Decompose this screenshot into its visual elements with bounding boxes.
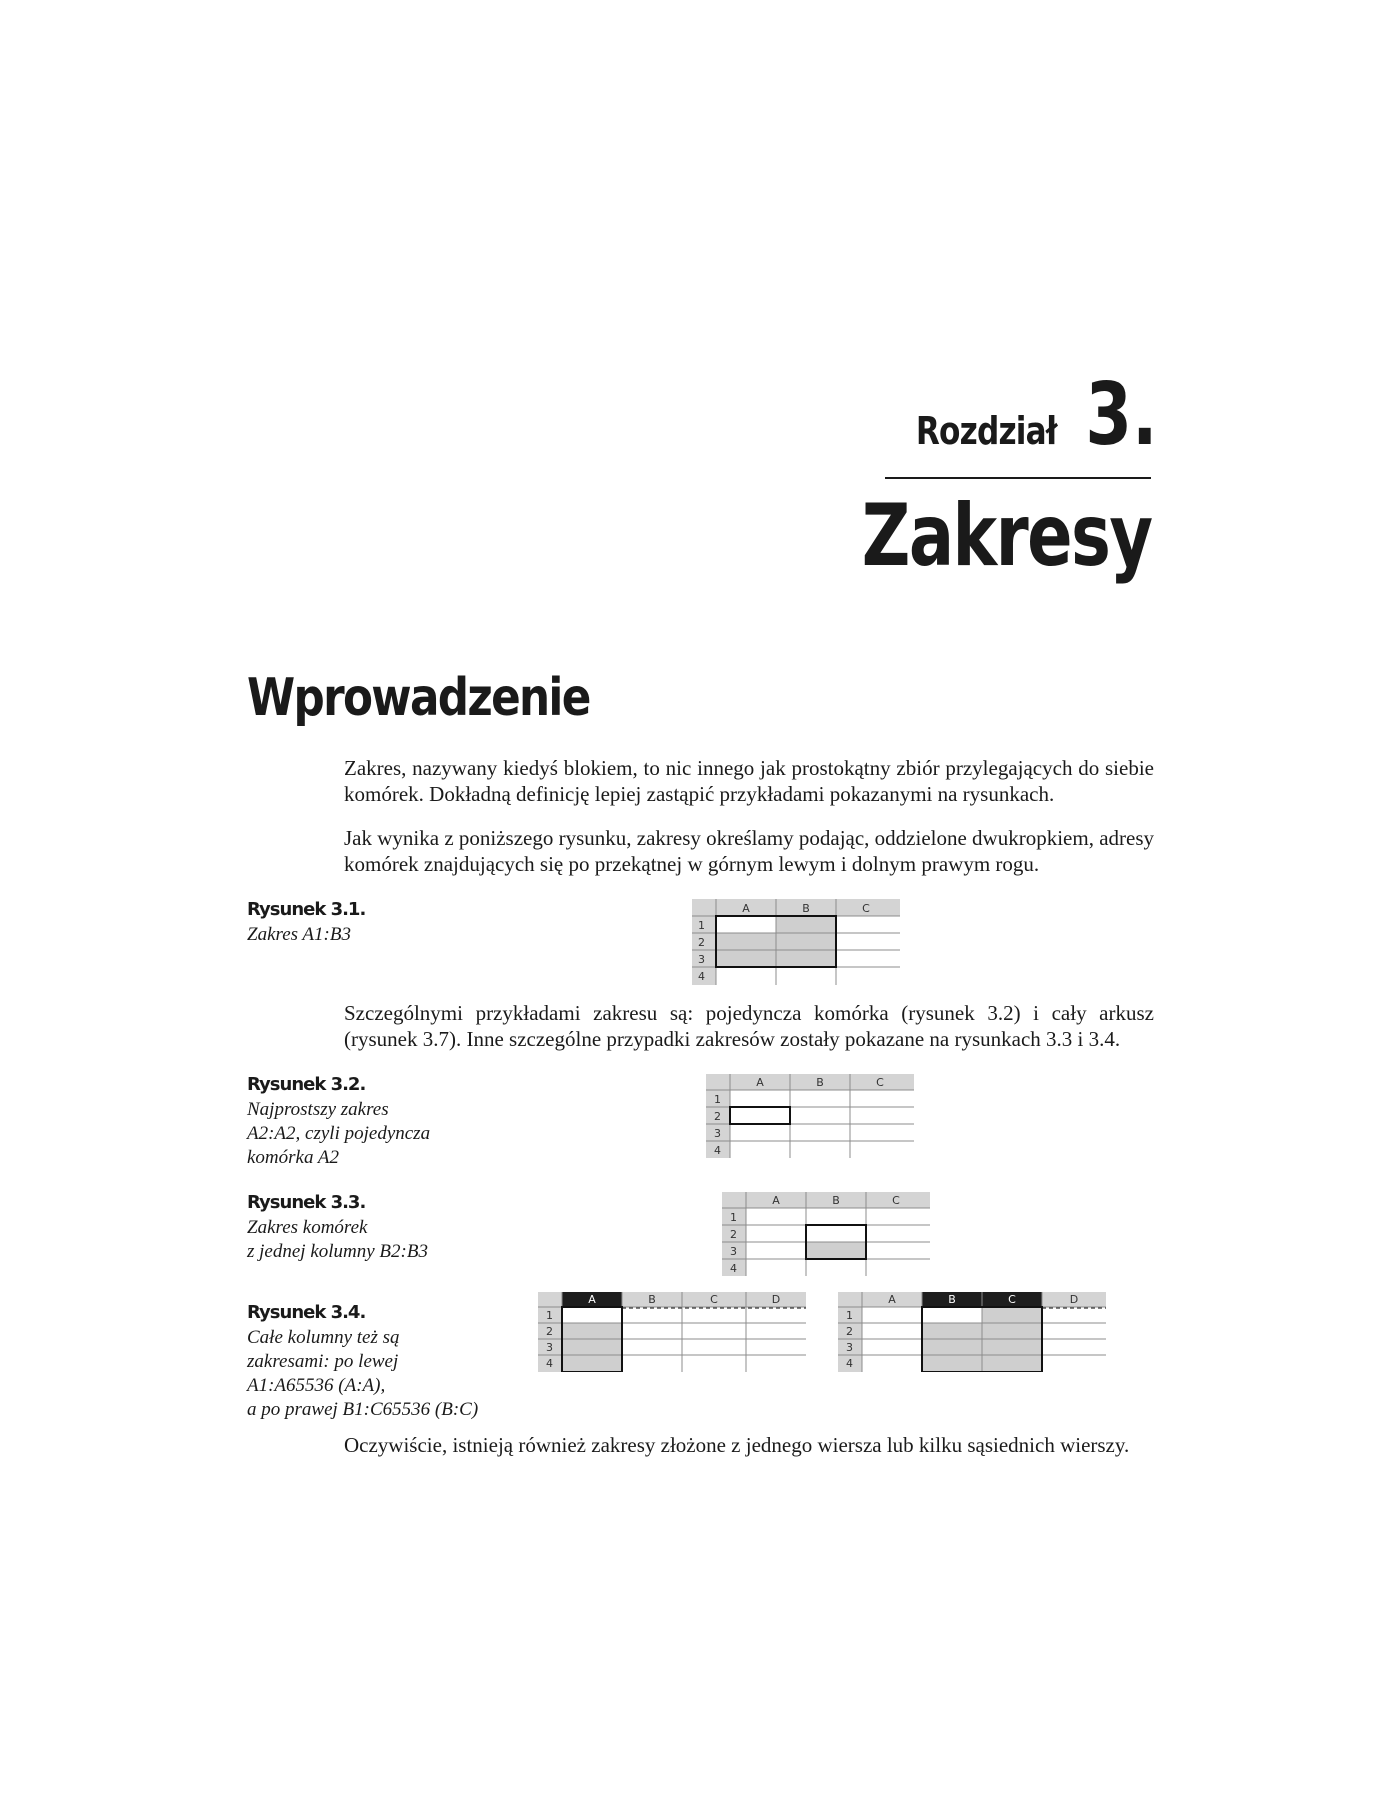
paragraph-2: Jak wynika z poniższego rysunku, zakresy określamy podając, oddzielone dwukropkiem, adresy komórek znajdujących się po przekątnej w górnym lewym i dolnym prawym rogu. xyxy=(344,826,1155,876)
figure-caption-line: a po prawej B1:C65536 (B:C) xyxy=(247,1399,479,1420)
row-header: 4 xyxy=(546,1357,553,1370)
figure-caption-line: Zakres komórek xyxy=(247,1217,368,1238)
figure-caption-line: Całe kolumny też są xyxy=(247,1327,400,1348)
row-header: 2 xyxy=(714,1110,721,1123)
row-header: 1 xyxy=(730,1211,737,1224)
row-header: 3 xyxy=(846,1341,853,1354)
figure-caption-3-3 xyxy=(247,1190,487,1264)
column-header: B xyxy=(816,1076,824,1089)
spreadsheet-figure-3-3 xyxy=(722,1192,930,1276)
row-header: 1 xyxy=(714,1093,721,1106)
figure-caption-line: A1:A65536 (A:A), xyxy=(247,1375,386,1396)
column-header: D xyxy=(771,1293,781,1306)
row-header: 3 xyxy=(714,1127,721,1140)
column-header: A xyxy=(742,902,750,915)
chapter-title: Zakresy xyxy=(862,486,1152,586)
column-header: A xyxy=(888,1293,896,1306)
figure-title: Rysunek 3.4. xyxy=(247,1302,366,1323)
row-header: 4 xyxy=(714,1144,721,1157)
figure-title: Rysunek 3.3. xyxy=(247,1192,366,1213)
chapter-heading xyxy=(885,365,1158,465)
column-header: D xyxy=(1069,1293,1079,1306)
column-header: C xyxy=(1008,1293,1016,1306)
paragraph-4: Oczywiście, istnieją również zakresy złożone z jednego wiersza lub kilku sąsiednich wierszy. xyxy=(344,1433,1130,1457)
figure-caption-3-4 xyxy=(247,1300,487,1422)
figure-caption-line: Najprostszy zakres xyxy=(247,1099,389,1120)
paragraph-3: Szczególnymi przykładami zakresu są: pojedyncza komórka (rysunek 3.2) i cały arkusz (rysunek 3.7). Inne szczególne przypadki zakresów zostały pokazane na rysunkach 3.3 i 3.4. xyxy=(344,1001,1154,1051)
column-header: C xyxy=(710,1293,718,1306)
figure-caption-3-2 xyxy=(247,1072,487,1170)
chapter-number: 3. xyxy=(1084,365,1158,465)
spreadsheet-figure-3-4-left xyxy=(538,1292,806,1372)
column-header: A xyxy=(772,1194,780,1207)
chapter-label: Rozdział xyxy=(915,409,1057,453)
figure-caption-line: z jednej kolumny B2:B3 xyxy=(247,1241,428,1262)
row-header: 4 xyxy=(730,1262,737,1275)
figure-title: Rysunek 3.1. xyxy=(247,899,366,920)
row-header: 3 xyxy=(546,1341,553,1354)
spreadsheet-figure-3-4-right xyxy=(838,1292,1106,1372)
column-header: B xyxy=(802,902,810,915)
row-header: 2 xyxy=(546,1325,553,1338)
spreadsheet-figure-3-1 xyxy=(692,899,900,985)
row-header: 1 xyxy=(698,919,705,932)
row-header: 1 xyxy=(846,1309,853,1322)
figure-caption-line: A2:A2, czyli pojedyncza xyxy=(247,1123,431,1144)
row-header: 2 xyxy=(698,936,705,949)
column-header: A xyxy=(756,1076,764,1089)
row-header: 3 xyxy=(698,953,705,966)
figure-caption-line: komórka A2 xyxy=(247,1147,339,1168)
row-header: 4 xyxy=(846,1357,853,1370)
section-title: Wprowadzenie xyxy=(247,668,590,728)
column-header: C xyxy=(862,902,870,915)
column-header: A xyxy=(588,1293,596,1306)
row-header: 2 xyxy=(730,1228,737,1241)
figure-title: Rysunek 3.2. xyxy=(247,1074,366,1095)
column-header: B xyxy=(648,1293,656,1306)
figure-caption-line: zakresami: po lewej xyxy=(247,1351,399,1372)
figure-caption-3-1 xyxy=(247,897,487,947)
column-header: C xyxy=(876,1076,884,1089)
column-header: B xyxy=(948,1293,956,1306)
row-header: 1 xyxy=(546,1309,553,1322)
column-header: B xyxy=(832,1194,840,1207)
row-header: 2 xyxy=(846,1325,853,1338)
column-header: C xyxy=(892,1194,900,1207)
spreadsheet-figure-3-2 xyxy=(706,1074,914,1158)
row-header: 3 xyxy=(730,1245,737,1258)
figure-caption-line: Zakres A1:B3 xyxy=(247,924,351,945)
chapter-rule xyxy=(885,477,1151,479)
paragraph-1: Zakres, nazywany kiedyś blokiem, to nic innego jak prostokątny zbiór przylegających do siebie komórek. Dokładną definicję lepiej zastąpić przykładami pokazanymi na rysunkach. xyxy=(344,756,1154,806)
row-header: 4 xyxy=(698,970,705,983)
